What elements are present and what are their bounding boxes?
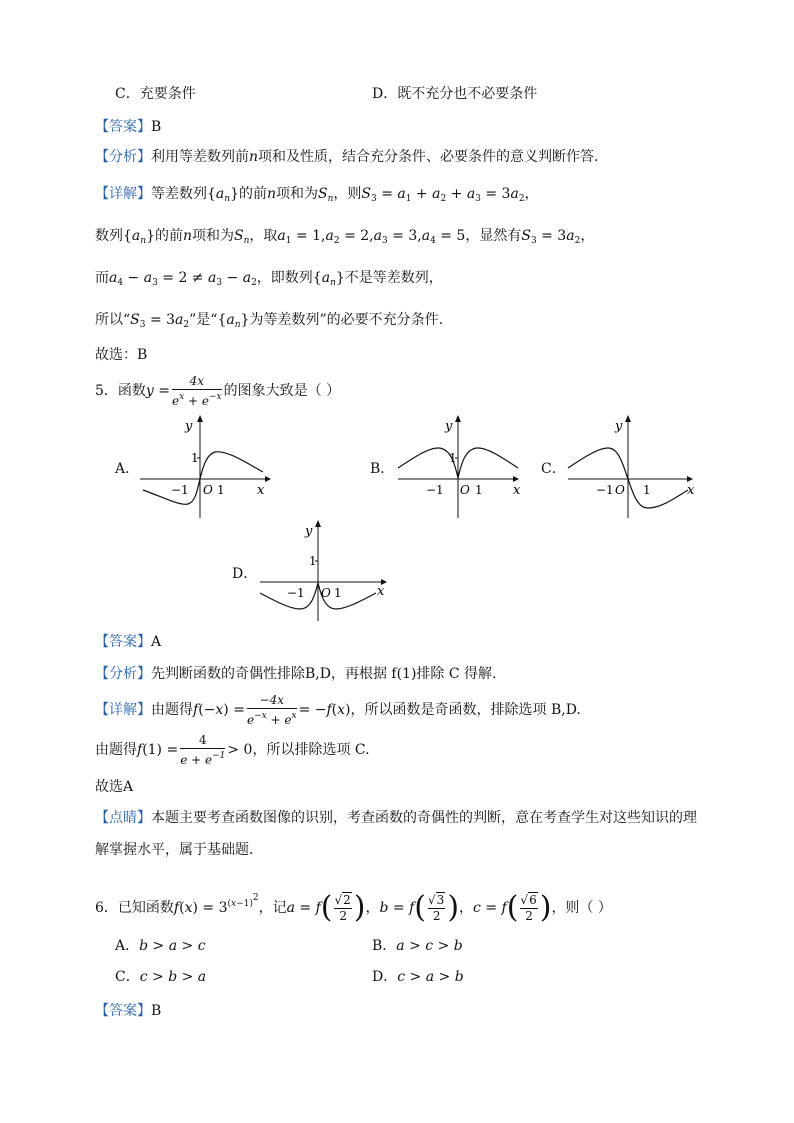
text: 项和为 — [276, 186, 319, 202]
text: 所以“ — [95, 312, 131, 328]
graph-d-y-label: y — [305, 524, 313, 539]
q5-detail-2 — [95, 732, 370, 768]
text: 项和为 — [192, 228, 235, 244]
graph-d — [255, 515, 395, 625]
graph-c-tick-neg1: −1 — [596, 483, 614, 497]
answer-tag: 【答案】 — [95, 1003, 151, 1019]
text: ”是“{ — [189, 312, 227, 328]
analysis-text-2: 项和及性质，结合充分条件、必要条件的意义判断作答. — [258, 149, 599, 165]
graph-c-tick-1x: 1 — [643, 483, 651, 497]
text: 由题得 — [95, 742, 137, 758]
formula: b = f( $\frac{√3}{2}$ ) — [379, 890, 460, 925]
q6-answer — [95, 1001, 161, 1021]
text: ，则（ ） — [551, 900, 612, 916]
graph-label-d: D． — [232, 566, 258, 582]
graph-a-tick-neg1: −1 — [171, 483, 189, 497]
graph-d-origin: O — [321, 586, 331, 600]
graph-a-x-label: x — [257, 483, 265, 498]
graph-b-x-label: x — [513, 483, 521, 498]
text: ，所以排除选项 C. — [252, 742, 370, 758]
text: ，取 — [249, 228, 278, 244]
q4-conclusion: 故选：B — [95, 347, 148, 363]
graph-a-y-label: y — [185, 419, 193, 434]
answer-value: B — [151, 1003, 162, 1019]
graph-a-tick-1y: 1 — [191, 451, 199, 465]
graph-label-a: A． — [115, 461, 140, 477]
answer-tag: 【答案】 — [95, 119, 151, 135]
q4-option-c: C．充要条件 — [115, 86, 196, 102]
analysis-text: 利用等差数列前 — [151, 149, 249, 165]
formula: c = f( $\frac{√6}{2}$ ) — [473, 890, 552, 925]
q6-stem — [95, 878, 612, 928]
analysis-text: 先判断函数的奇偶性排除B,D，再根据 f(1)排除 C 得解. — [151, 666, 497, 682]
graph-c-x-label: x — [687, 483, 695, 498]
formula: $a_n$ — [321, 270, 336, 288]
graph-a-tick-1x: 1 — [217, 483, 225, 497]
text: ， — [580, 228, 595, 244]
fraction: $\frac{-4x}{e^{-x} + e^x}$ — [246, 692, 297, 727]
formula: = −f(x) — [298, 702, 351, 718]
formula: $a_1 = 1,a_2 = 2,a_3 = 3,a_4 = 5$ — [277, 228, 466, 246]
option-letter: B． — [372, 938, 397, 954]
formula: n — [183, 228, 193, 244]
graph-d-tick-1x: 1 — [334, 586, 342, 600]
answer-value: B — [151, 119, 162, 135]
graph-b-y-label: y — [445, 419, 453, 434]
q4-analysis — [95, 147, 598, 167]
q4-answer — [95, 117, 161, 137]
formula: $S_3 = 3a_2$ — [130, 312, 190, 330]
analysis-tag: 【分析】 — [95, 149, 151, 165]
text: ，即数列{ — [256, 270, 322, 286]
q5-analysis — [95, 664, 497, 684]
graph-a-origin: O — [203, 483, 213, 497]
formula: > 0 — [227, 742, 253, 758]
option-letter: D． — [372, 969, 398, 985]
option-letter: C． — [115, 969, 140, 985]
text: ，记 — [258, 900, 287, 916]
formula: a > c > b — [396, 938, 463, 954]
q4-detail-2 — [95, 226, 594, 251]
graph-b-tick-1x: 1 — [475, 483, 483, 497]
formula: f(1) = — [137, 742, 179, 758]
text: }的前 — [146, 228, 183, 244]
formula: $a_4 - a_3 = 2 \ne a_3 - a_2$ — [109, 270, 257, 288]
q6-option-d — [372, 967, 464, 987]
graph-d-tick-1y: 1 — [309, 554, 317, 568]
formula: $a_n$ — [215, 186, 231, 204]
text: ， — [524, 186, 539, 202]
formula: b > a > c — [139, 938, 206, 954]
fraction: $\frac{4x}{e^x + e^{-x}}$ — [172, 373, 222, 408]
text: 6．已知函数 — [95, 900, 174, 916]
text: 等差数列{ — [151, 186, 216, 202]
q5-comment-2: 解掌握水平，属于基础题. — [95, 842, 254, 858]
text: ，则 — [333, 186, 362, 202]
answer-value: A — [151, 634, 162, 650]
q4-option-d: D．既不充分也不必要条件 — [372, 86, 538, 102]
q5-stem — [95, 373, 340, 409]
graph-c — [563, 410, 703, 520]
q6-option-a — [115, 936, 206, 956]
text: 而 — [95, 270, 109, 286]
q5-answer — [95, 632, 161, 652]
text: ，显然有 — [465, 228, 522, 244]
formula: f(−x) = — [193, 702, 245, 718]
text: }为等差数列”的必要不充分条件. — [240, 312, 444, 328]
graph-c-origin: O — [615, 483, 625, 497]
formula: $S_n$ — [318, 186, 334, 204]
comment-tag: 【点睛】 — [95, 810, 151, 826]
formula: c > b > a — [139, 969, 207, 985]
analysis-var: n — [249, 149, 259, 165]
text: }不是等差数列， — [335, 270, 443, 286]
formula: a = f( $\frac{√2}{2}$ ) — [286, 890, 366, 925]
formula: n — [267, 186, 277, 202]
text: 数列{ — [95, 228, 132, 244]
text: 5．函数 — [95, 383, 146, 399]
formula: $S_3 = 3a_2$ — [521, 228, 581, 246]
fraction: $\frac{4}{e + e^{-1}}$ — [180, 732, 226, 767]
detail-tag: 【详解】 — [95, 702, 151, 718]
graph-b-tick-1y: 1 — [449, 451, 457, 465]
q5-conclusion: 故选A — [95, 779, 134, 795]
formula: $f(x) = 3^{(x-1)^2}$ — [173, 893, 259, 916]
formula: $S_n$ — [234, 228, 250, 246]
analysis-tag: 【分析】 — [95, 666, 151, 682]
text: 的图象大致是（ ） — [223, 383, 341, 399]
graph-d-x-label: x — [377, 584, 385, 599]
graph-label-b: B． — [370, 461, 395, 477]
formula: $a_n$ — [226, 312, 241, 330]
text: 由题得 — [151, 702, 193, 718]
graph-c-y-label: y — [615, 419, 623, 434]
option-letter: A． — [115, 938, 140, 954]
text: ，所以函数是奇函数，排除选项 B,D. — [350, 702, 581, 718]
q4-detail-3 — [95, 268, 443, 293]
graph-a — [135, 410, 275, 520]
graph-b-tick-neg1: −1 — [426, 483, 444, 497]
graph-d-tick-neg1: −1 — [287, 586, 305, 600]
formula: $S_3 = a_1 + a_2 + a_3 = 3a_2$ — [361, 186, 525, 204]
answer-tag: 【答案】 — [95, 634, 151, 650]
q5-detail-1 — [95, 692, 581, 728]
q4-detail-1 — [95, 184, 539, 209]
q6-option-c — [115, 967, 206, 987]
graph-b-origin: O — [460, 483, 470, 497]
formula: y = — [145, 383, 171, 399]
text: ， — [365, 900, 380, 916]
graph-b — [393, 410, 533, 520]
formula: $a_n$ — [131, 228, 147, 246]
detail-tag: 【详解】 — [95, 186, 151, 202]
text: }的前 — [230, 186, 267, 202]
comment-text: 本题主要考查函数图像的识别，考查函数的奇偶性的判断，意在考查学生对这些知识的理 — [151, 810, 697, 826]
text: ， — [459, 900, 474, 916]
q6-option-b — [372, 936, 463, 956]
q4-detail-4 — [95, 310, 443, 335]
q5-comment-1 — [95, 808, 697, 828]
formula: c > a > b — [397, 969, 464, 985]
graph-label-c: C． — [541, 461, 566, 477]
